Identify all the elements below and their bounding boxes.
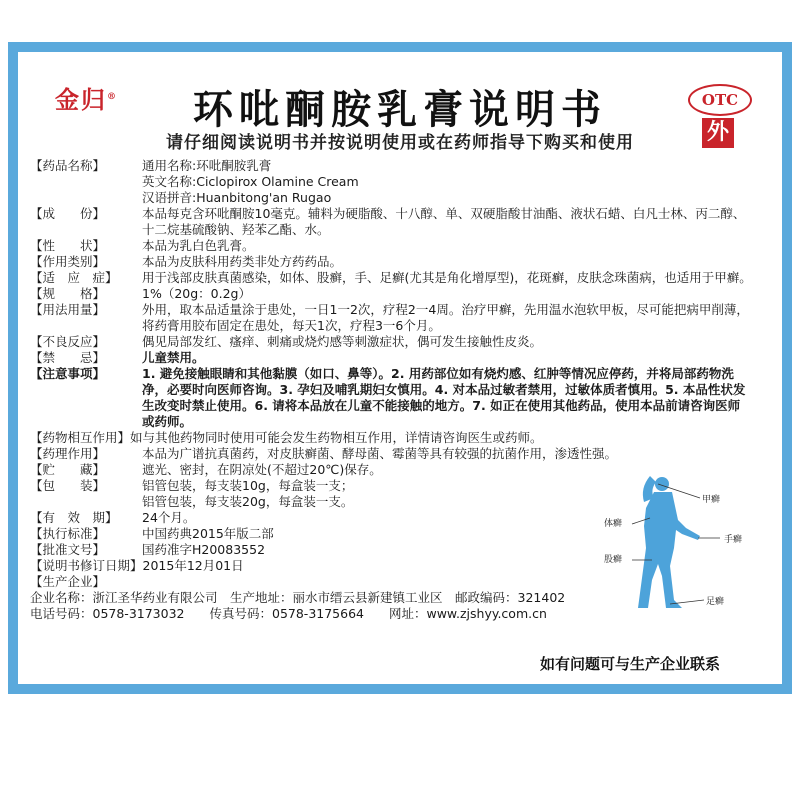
section-label: 【说明书修订日期】 [30,558,143,573]
spec-row [30,286,772,302]
dosage-line: 外用，取本品适量涂于患处，一日1一2次，疗程2一4周。治疗甲癣，先用温水泡软甲板，尽可能把病甲削薄， [142,302,749,317]
section-label: 【批准文号】 [30,542,106,557]
label-groin: 股癣 [604,555,623,565]
section-label: 【有 效 期】 [30,510,118,525]
section-label: 【包 装】 [30,478,106,493]
interactions-row [30,430,772,446]
page-title: 环吡酮胺乳膏说明书 [193,87,607,133]
contraindication-text: 儿童禁用。 [142,350,205,365]
package-line: 铝管包装，每支装10g，每盒装一支； [142,478,354,493]
english-name-label: 英文名称: [142,174,197,189]
storage-text: 遮光、密封，在阴凉处(不超过20℃)保存。 [142,462,382,477]
pharmacology-text: 本品为广谱抗真菌药，对皮肤癣菌、酵母菌、霉菌等具有较强的抗菌作用，渗透性强。 [142,446,618,461]
composition-row [30,206,772,238]
dosage-line: 将药膏用胶布固定在患处，每天1次，疗程3一6个月。 [142,318,441,333]
interactions-text: 如与其他药物同时使用可能会发生药物相互作用，详情请咨询医生或药师。 [130,430,543,445]
pharmacology-row [30,446,772,462]
section-label: 【作用类别】 [30,254,106,269]
page-subtitle: 请仔细阅读说明书并按说明使用或在药师指导下购买和使用 [166,133,634,153]
indication-row [30,270,772,286]
section-label: 【药理作用】 [30,446,106,461]
footer-contact-note: 如有问题可与生产企业联系 [540,655,721,673]
approval-text: 国药准字H20083552 [142,542,266,557]
precaution-line: 生改变时禁止使用。6. 请将本品放在儿童不能接触的地方。7. 如正在使用其他药品，使用本品前请咨询医师 [142,398,741,413]
registered-mark: ® [107,92,118,102]
section-label: 【生产企业】 [30,574,106,589]
appearance-row [30,238,772,254]
section-label: 【药品名称】 [30,158,106,173]
human-figure-silhouette [638,476,700,608]
pinyin-label: 汉语拼音: [142,190,197,205]
brand-name: 金归 [55,85,107,114]
precaution-line: 或药师。 [142,414,193,429]
pinyin-row [30,190,772,206]
contact-info-line: 电话号码：0578-3173032 传真号码：0578-3175664 网址：www.zjshyy.com.cn [30,606,547,621]
spec-text: 1%（20g：0.2g） [142,286,251,301]
section-label: 【适 应 症】 [30,270,118,285]
section-label: 【禁 忌】 [30,350,106,365]
section-label: 【药物相互作用】 [30,430,131,445]
english-name: Ciclopirox Olamine Cream [196,174,359,189]
precaution-line: 净，必要时向医师咨询。3. 孕妇及哺乳期妇女慎用。4. 对本品过敏者禁用，过敏体质者慎用。5. 本品性状发 [142,382,746,397]
section-label: 【成 份】 [30,206,106,221]
otc-badge: OTC [688,84,752,116]
category-row [30,254,772,270]
body-diagram [600,468,770,618]
contraindication-row [30,350,772,366]
common-name: 环吡酮胺乳膏 [196,158,272,173]
dosage-row [30,302,772,334]
adverse-row [30,334,772,350]
english-name-row [30,174,772,190]
precautions-row [30,366,772,430]
label-body: 体癣 [604,519,623,529]
precaution-line: 1. 避免接触眼睛和其他黏膜（如口、鼻等）。2. 用药部位如有烧灼感、红肿等情况应停药，并将局部药物洗 [142,366,734,381]
adverse-text: 偶见局部发红、瘙痒、刺痛或烧灼感等刺激症状，偶可发生接触性皮炎。 [142,334,543,349]
section-label: 【执行标准】 [30,526,106,541]
category-text: 本品为皮肤科用药类非处方药药品。 [142,254,343,269]
composition-line: 十二烷基硫酸钠、羟苯乙酯、水。 [142,222,330,237]
appearance-text: 本品为乳白色乳膏。 [142,238,255,253]
label-nail: 甲癣 [702,495,721,505]
section-label: 【注意事项】 [30,366,106,381]
indication-text: 用于浅部皮肤真菌感染，如体、股癣，手、足癣(尤其是角化增厚型)，花斑癣，皮肤念珠菌病，也适用于甲癣。 [142,270,752,285]
validity-text: 24个月。 [142,510,196,525]
common-name-label: 通用名称: [142,158,197,173]
external-use-badge: 外 [702,118,734,148]
section-label: 【规 格】 [30,286,106,301]
label-hand: 手癣 [724,535,743,545]
pinyin-name: Huanbitong'an Rugao [196,190,332,205]
section-label: 【不良反应】 [30,334,106,349]
section-label: 【贮 藏】 [30,462,106,477]
standard-text: 中国药典2015年版二部 [142,526,274,541]
revision-text: 2015年12月01日 [142,558,244,573]
composition-line: 本品每克含环吡酮胺10毫克。辅料为硬脂酸、十八醇、单、双硬脂酸甘油酯、液状石蜡、白凡士林、丙二醇、 [142,206,746,221]
section-label: 【用法用量】 [30,302,106,317]
brand-logo [55,80,118,115]
package-line: 铝管包装，每支装20g，每盒装一支。 [142,494,354,509]
drug-name-row [30,158,772,174]
section-label: 【性 状】 [30,238,106,253]
label-foot: 足癣 [706,597,725,607]
company-info-line: 企业名称：浙江圣华药业有限公司 生产地址：丽水市缙云县新建镇工业区 邮政编码：321402 [30,590,566,605]
